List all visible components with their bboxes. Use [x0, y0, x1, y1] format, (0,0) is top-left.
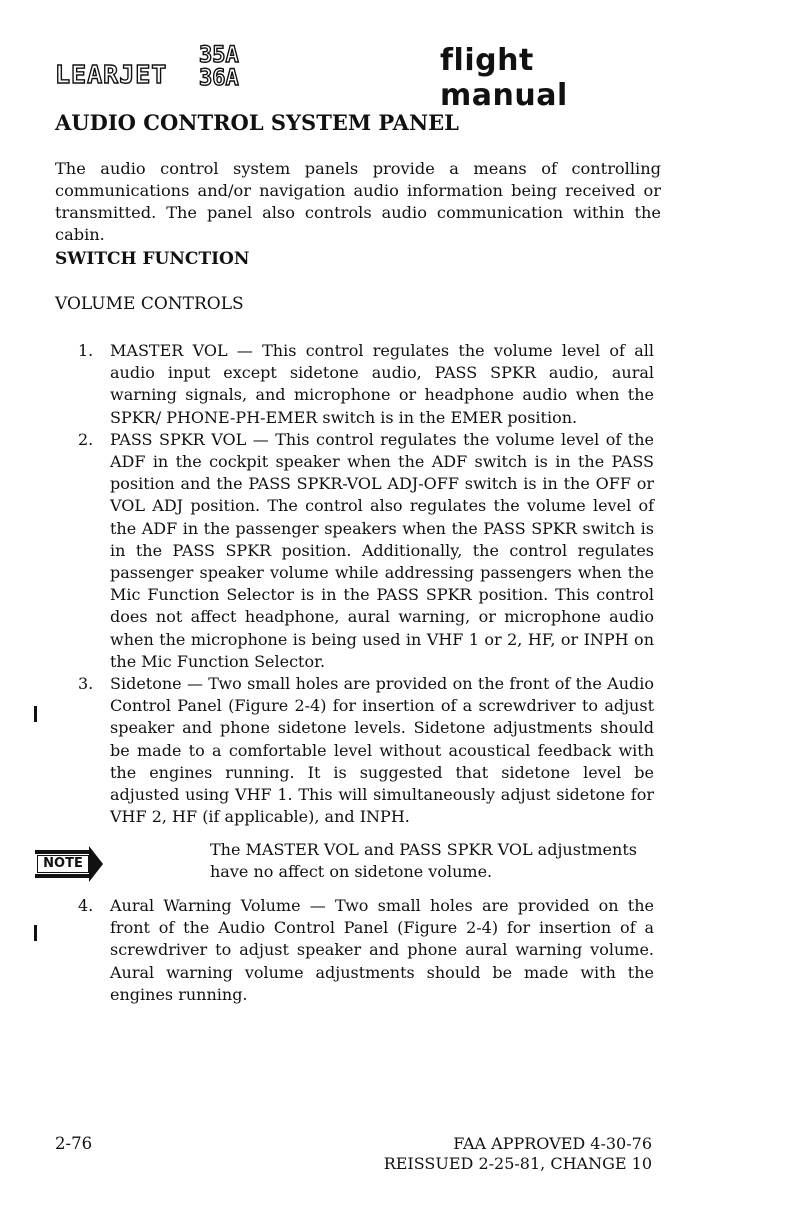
revision-info [384, 1134, 652, 1174]
page-header [55, 38, 655, 113]
change-bar [34, 706, 37, 722]
list-item [72, 429, 654, 673]
item-number: 2. [78, 429, 94, 449]
change-bar [34, 925, 37, 941]
model-36a: 36A [199, 66, 239, 91]
list-item [72, 895, 654, 1006]
model-numbers [199, 44, 239, 90]
list-item [72, 340, 654, 429]
item-text: MASTER VOL — This control regulates the volume level of all audio input except sidetone audio, PASS SPKR audio, aural warning signals, and microphone or headphone audio when the SPKR/ PHONE-PH-EMER switch is in the EMER position. [110, 341, 654, 427]
volume-controls-list-continued [72, 895, 654, 1006]
manual-title: flight manual [440, 43, 568, 113]
model-35a: 35A [199, 43, 239, 68]
reissue-info: REISSUED 2-25-81, CHANGE 10 [383, 1154, 652, 1173]
note-icon [35, 846, 105, 882]
subsection-title: SWITCH FUNCTION [55, 249, 250, 269]
note-text: The MASTER VOL and PASS SPKR VOL adjustments have no affect on sidetone volume. [210, 840, 637, 882]
list-item [72, 673, 654, 828]
item-number: 3. [78, 674, 94, 694]
section-title: AUDIO CONTROL SYSTEM PANEL [55, 110, 459, 135]
item-number: 1. [78, 341, 94, 360]
item-text: Aural Warning Volume — Two small holes are provided on the front of the Audio Control Panel (Figure 2-4) for insertion of a screwdriver to adjust speaker and phone aural warning volume. Aural warning volume adjustments should be made with the engines running. [110, 896, 654, 1004]
item-text: Sidetone — Two small holes are provided on the front of the Audio Control Panel (Figure 2-4) for insertion of a screwdriver to adjust speaker and phone sidetone levels. Sidetone adjustments should be made to a comfortable level without acoustical feedback with the engines running. It is suggested that sidetone level be adjusted using VHF 1. This will simultaneously adjust sidetone for VHF 2, HF (if applicable), and INPH. [110, 674, 654, 827]
learjet-logo: LEARJET [55, 60, 168, 89]
note-block [35, 838, 655, 886]
note-label: NOTE [37, 855, 89, 873]
intro-paragraph: The audio control system panels provide a means of controlling communications and/or navigation audio information being received or transmitted. The panel also controls audio communication within the cabin. [55, 159, 661, 244]
volume-controls-list [72, 340, 654, 828]
item-number: 4. [78, 896, 94, 915]
arrow-right-icon [89, 846, 103, 882]
approval-date: FAA APPROVED 4-30-76 [453, 1134, 652, 1153]
item-text: PASS SPKR VOL — This control regulates the volume level of the ADF in the cockpit speaker when the ADF switch is in the PASS position and the PASS SPKR-VOL ADJ-OFF switch is in the OFF or VOL ADJ position. The control also regulates the volume level of the ADF in the passenger speakers when the PASS SPKR switch is in the PASS SPKR position. Additionally, the control regulates passenger speaker volume while addressing passengers when the Mic Function Selector is in the PASS SPKR position. This control does not affect headphone, aural warning, or microphone audio when the microphone is being used in VHF 1 or 2, HF, or INPH on the Mic Function Selector. [110, 429, 654, 671]
page-number: 2-76 [55, 1134, 93, 1153]
volume-controls-heading: VOLUME CONTROLS [55, 294, 244, 314]
